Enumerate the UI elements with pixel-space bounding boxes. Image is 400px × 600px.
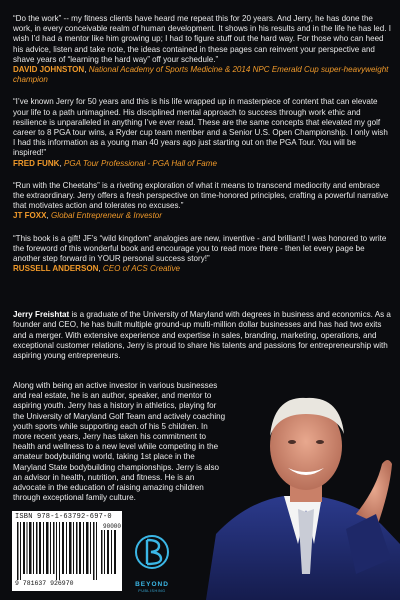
testimonial-funk [13, 97, 391, 168]
isbn-number: ISBN 978-1-63792-697-0 [15, 513, 112, 521]
author-bio-continued [13, 381, 228, 503]
testimonial-author: RUSSELL ANDERSON [13, 264, 99, 274]
testimonial-foxx [13, 181, 391, 222]
testimonial-quote: “Do the work” -- my fitness clients have heard me repeat this for 20 years. And Jerry, he has done the work, in every conceivable realm of human development. It shows in his results and in the life he has led. I wish I’d had a mentor like him growing up; I had to figure stuff out the hard way. For those who can heed his advice, listen and take note, the ideas contained in these pages can reinvent your perspective and shave years of “learning the hard way” off your schedule.” [13, 14, 391, 64]
testimonial-quote: “I’ve known Jerry for 50 years and this is his life wrapped up in masterpiece of content that can elevate your life to a path unimagined. His disciplined mental approach to success through work ethic and resilience is unparalleled in anything I’ve ever read. These are the same concepts that elevated my golf career to 8 PGA tour wins, a Ryder cup team member and a Senior U.S. Open Championship. I only wish I had this information as a young man 40 years ago just starting out on the PGA Tour. You will be inspired!” [13, 97, 388, 158]
testimonial-author: DAVID JOHNSTON [13, 65, 85, 75]
author-photo [206, 384, 400, 600]
testimonial-author: FRED FUNK [13, 158, 60, 168]
publisher-name: BEYOND [135, 581, 169, 588]
testimonials [13, 14, 391, 286]
price-code: 90000 [103, 523, 122, 530]
bio-paragraph-2: Along with being an active investor in various businesses and real estate, he is an author, speaker, and mentor to aspiring youth. Jerry has a history in athletics, playing for the University of Maryland Golf Team and actively coaching youth sports while supporting each of his 5 children. In more recent years, Jerry has taken his commitment to health and wellness to a new level while competing in the amateur bodybuilding world, taking 1st place in the Maryland State bodybuilding championships. Jerry is also an advisor in health, nutrition, and fitness. He is an advocate in the education of raising amazing children through exceptional family culture. [13, 381, 226, 503]
testimonial-role: PGA Tour Professional - PGA Hall of Fame [63, 158, 217, 168]
bio-text-1: is a graduate of the University of Maryland with degrees in business and economics. As a founder and CEO, he has built multiple ground-up multi-million dollar businesses and has had two exits and a merger. With extensive experience and expertise in sales, branding, marketing, operations, and exceptional customer relations, Jerry is proud to share his talents and passions for entrepreneurship with aspiring young entrepreneurs. [13, 310, 391, 361]
isbn-barcode [12, 511, 122, 591]
testimonial-anderson [13, 234, 391, 275]
testimonial-author: JT FOXX [13, 211, 47, 221]
author-name: Jerry Freishtat [13, 310, 70, 319]
publisher-subtitle: PUBLISHING [138, 589, 166, 593]
bio-paragraph-1 [13, 310, 395, 361]
testimonial-attribution: JT FOXX, Global Entrepreneur & Investor [13, 211, 162, 221]
testimonial-role: Global Entrepreneur & Investor [51, 211, 162, 221]
testimonial-quote: “Run with the Cheetahs” is a riveting exploration of what it means to transcend mediocrity and embrace the extraordinary. Jerry offers a fresh perspective on time-honored principles, crafting a powerful narrative that motivates action and tolerates no excuses.” [13, 180, 389, 211]
testimonial-role: CEO of ACS Creative [102, 264, 180, 274]
testimonial-johnston [13, 14, 391, 85]
testimonial-role: National Academy of Sports Medicine & 2014 NPC Emerald Cup super-heavyweight champion [13, 65, 389, 85]
barcode-icon [15, 522, 122, 580]
testimonial-attribution: FRED FUNK, PGA Tour Professional - PGA Hall of Fame [13, 158, 217, 168]
barcode-digits: 9 781637 926970 [15, 580, 74, 587]
testimonial-quote: “This book is a gift! JF’s “wild kingdom” analogies are new, inventive - and brilliant! I was honored to write the foreword of this wonderful book and encourage you to read more there - then let every page be another step forward in YOUR personal success story!” [13, 233, 387, 264]
testimonial-attribution: RUSSELL ANDERSON, CEO of ACS Creative [13, 264, 180, 274]
testimonial-attribution: DAVID JOHNSTON, National Academy of Sports Medicine & 2014 NPC Emerald Cup super-heavyweight champion [13, 65, 389, 85]
author-bio [13, 310, 395, 370]
